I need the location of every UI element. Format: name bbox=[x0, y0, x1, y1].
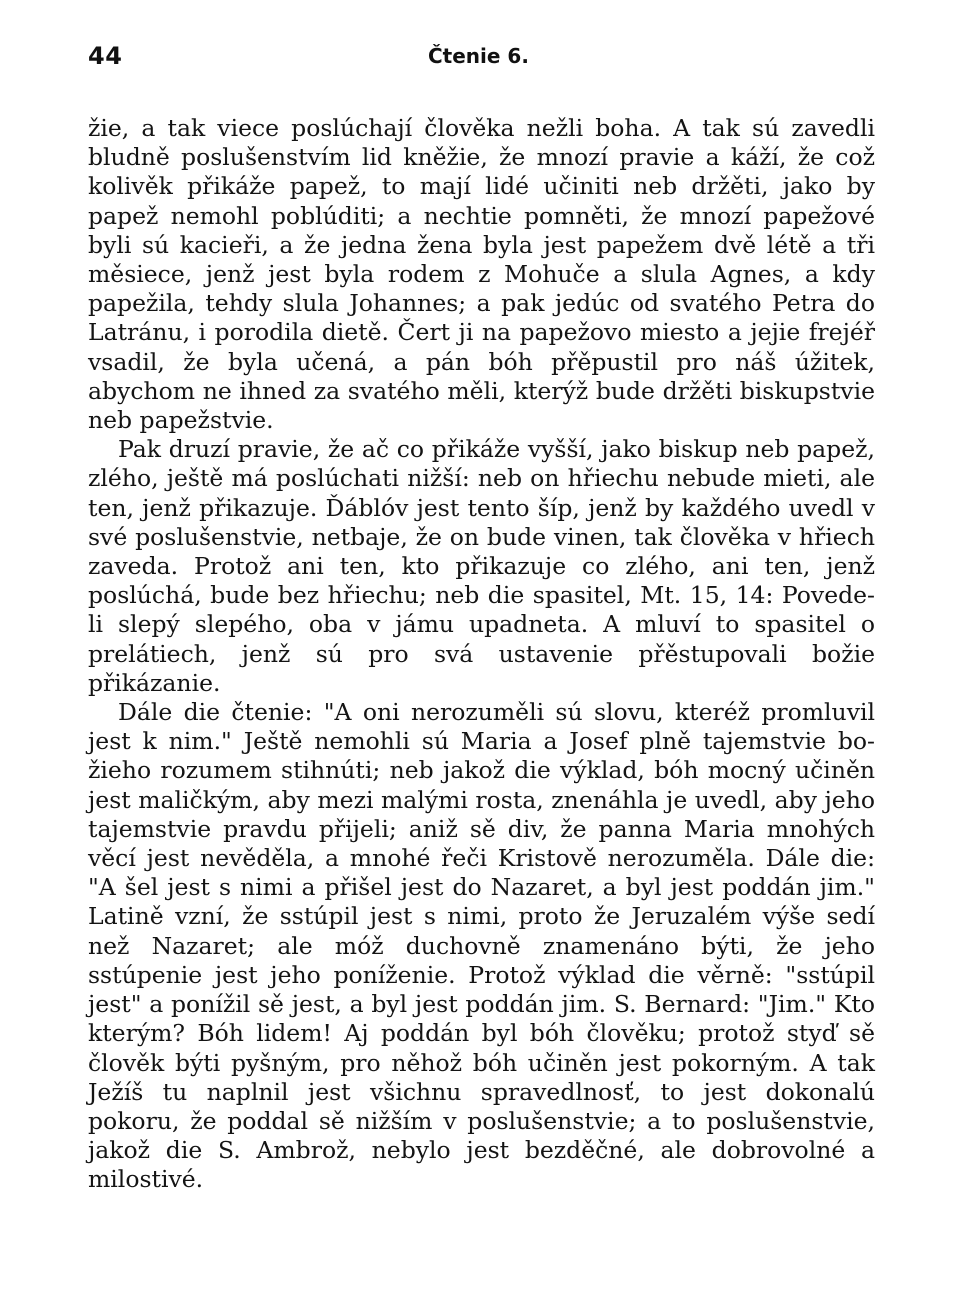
page-header bbox=[88, 42, 872, 76]
running-head: Čtenie 6. bbox=[428, 44, 529, 68]
paragraph-1: žie, a tak viece poslúchají člověka nežli boha. A tak sú zavedli bludně poslušenstvím lid kněžie, že mnozí pravie a káží, že což kolivěk přikáže papež, to mají lidé učiniti neb držěti, jako by papež nemohl poblúditi; a nechtie pomněti, že mnozí papežové byli sú kacieři, a že jedna žena byla jest papežem dvě létě a tři měsiece, jenž jest byla rodem z Mohuče a slula Agnes, a kdy papežila, tehdy slula Johannes; a pak jedúc od svatého Petra do Latránu, i porodila dietě. Čert ji na papežovo miesto a jejie frejéř vsadil, že byla učená, a pán bóh přěpustil pro náš úžitek, abychom ne ihned za svatého měli, kterýž bude držěti biskupstvie neb papežstvie. bbox=[88, 114, 875, 435]
page-number: 44 bbox=[88, 42, 123, 70]
paragraph-3: Dále die čtenie: "A oni nerozuměli sú slovu, kteréž promluvil jest k nim." Ještě nemohli sú Maria a Josef plně tajemstvie božieho rozumem stihnúti; neb jakož die výklad, bóh mocný učiněn jest maličkým, aby mezi malými rosta, znenáhla je uvedl, aby jeho tajemstvie pravdu přijeli; aniž sě div, že panna Maria mnohých věcí jest nevěděla, a mnohé řeči Kristově nerozuměla. Dále die: "A šel jest s nimi a přišel jest do Nazaret, a byl jest poddán jim." Latině vzní, že sstúpil jest s nimi, proto že Jeruzalém výše sedí než Nazaret; ale móž duchovně znamenáno býti, že jeho sstúpenie jest jeho poníženie. Protož výklad die věrně: "sstúpil jest" a ponížil sě jest, a byl jest poddán jim. S. Bernard: "Jim." Kto kterým? Bóh lidem! Aj poddán byl bóh člověku; protož styď sě člověk býti pyšným, pro něhož bóh učiněn jest pokorným. A tak Ježíš tu naplnil jest všichnu spravedlnosť, to jest dokonalú pokoru, že poddal sě nižším v poslušenstvie; a to poslušenstvie, jakož die S. Ambrož, nebylo jest bezděčné, ale dobrovolné a milostivé. bbox=[88, 698, 875, 1194]
body-text bbox=[88, 114, 875, 1195]
paragraph-2: Pak druzí pravie, že ač co přikáže vyšší, jako biskup neb papež, zlého, ještě má poslúchati nižší: neb on hřiechu nebude mieti, ale ten, jenž přikazuje. Ďáblóv jest tento šíp, jenž by každého uvedl v své poslušenstvie, netbaje, že on bude vinen, tak člověka v hřiech zaveda. Protož ani ten, kto přikazuje co zlého, ani ten, jenž poslúchá, bude bez hřiechu; neb die spasitel, Mt. 15, 14: Povede-li slepý slepého, oba v jámu upadneta. A mluví to spasitel o prelátiech, jenž sú pro svá ustavenie přěstupovali božie přikázanie. bbox=[88, 435, 875, 697]
